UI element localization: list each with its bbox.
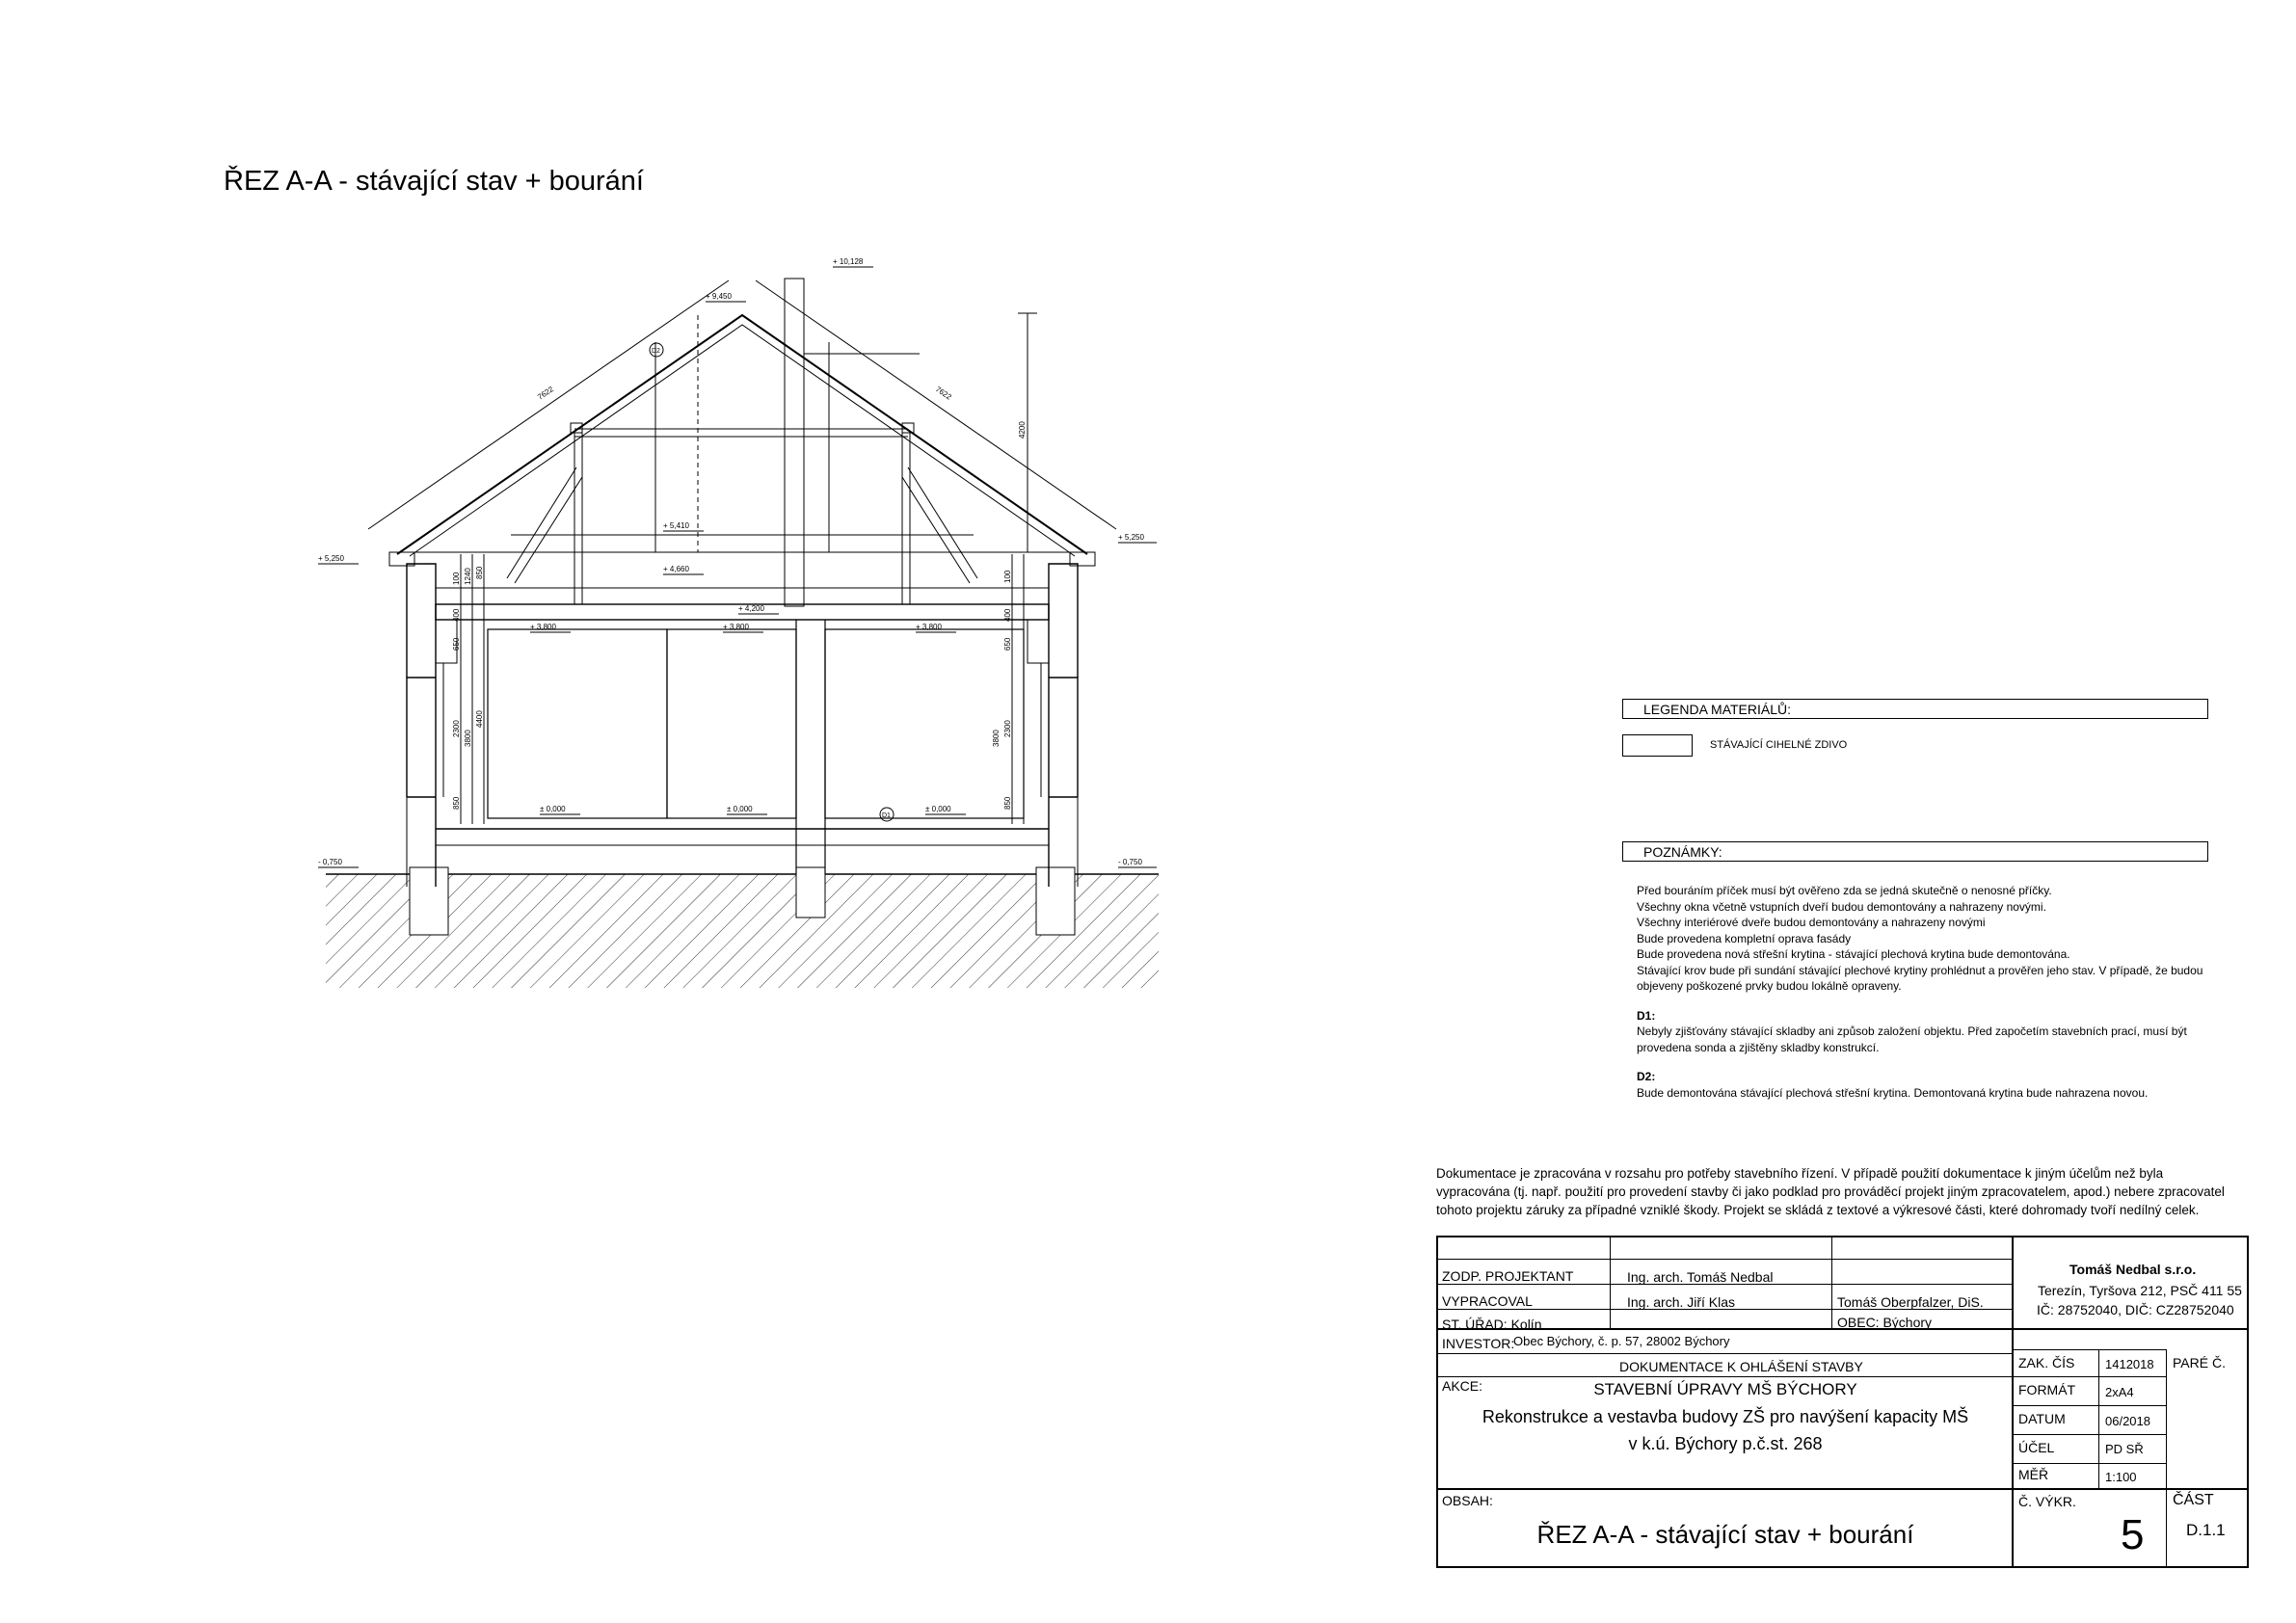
dim-label: 100 [452, 572, 461, 585]
company-ids: IČ: 28752040, DIČ: CZ28752040 [2037, 1302, 2234, 1317]
drawing-title: ŘEZ A-A - stávající stav + bourání [224, 166, 644, 197]
note-d2-label: D2: [1637, 1070, 1656, 1083]
dim-label: 650 [1003, 637, 1012, 651]
note-line: Před bouráním příček musí být ověřeno zda se jedná skutečně o nenosné příčky. [1637, 884, 2052, 897]
zak-label: ZAK. ČÍS [2018, 1355, 2075, 1370]
format-value: 2xA4 [2105, 1385, 2134, 1399]
notes-block [1637, 883, 2234, 1101]
level-label: - 0,750 [1118, 858, 1142, 866]
vyprac-value2: Tomáš Oberpfalzer, DiS. [1837, 1294, 1984, 1310]
level-label: ± 0,000 [925, 805, 951, 813]
company-address: Terezín, Tyršova 212, PSČ 411 55 [2038, 1283, 2242, 1298]
mer-value: 1:100 [2105, 1470, 2137, 1484]
cvykr-value: 5 [2121, 1511, 2145, 1558]
akce-line1: STAVEBNÍ ÚPRAVY MŠ BÝCHORY [1593, 1380, 1857, 1398]
urad: ST. ÚŘAD: Kolín [1442, 1317, 1542, 1332]
tag-label: D1 [882, 812, 891, 819]
title-block [1436, 1236, 2249, 1568]
level-label: + 3,800 [530, 623, 556, 631]
level-label: ± 0,000 [540, 805, 566, 813]
cast-value: D.1.1 [2186, 1521, 2226, 1539]
doc-type: DOKUMENTACE K OHLÁŠENÍ STAVBY [1619, 1359, 1863, 1374]
note-d1-label: D1: [1637, 1008, 1656, 1023]
vyprac-label: VYPRACOVAL [1442, 1293, 1533, 1309]
level-label: + 5,410 [663, 521, 689, 530]
disclaimer: Dokumentace je zpracována v rozsahu pro potřeby stavebního řízení. V případě použití dokumentace k jiným účelům než byla vypracována (tj. např. použití pro provedení stavby či jako podklad pro prováděcí projekt jiným zpracovatelem, apod.) nebere zpracovatel tohoto projektu záruky za případné vzniklé škody. Projekt se skládá z textové a výkresové části, které dohromady tvoří nedílný celek. [1436, 1166, 2225, 1217]
note-line: Stávající krov bude při sundání stávající plechové krytiny prohlédnut a prověřen jeho stav. V případě, že budou objeveny poškozené prvky budou lokálně opraveny. [1637, 963, 2203, 993]
legend-swatch [1622, 734, 1693, 757]
pare-label: PARÉ Č. [2173, 1355, 2226, 1370]
zodp-value: Ing. arch. Tomáš Nedbal [1627, 1269, 1774, 1285]
level-label: + 9,450 [706, 292, 732, 301]
akce-label: AKCE: [1442, 1378, 1483, 1394]
notes-title: POZNÁMKY: [1622, 841, 2208, 862]
level-label: + 4,200 [738, 604, 764, 613]
dim-label: 850 [1003, 796, 1012, 810]
zodp-label: ZODP. PROJEKTANT [1442, 1268, 1574, 1284]
level-label: + 3,800 [723, 623, 749, 631]
dim-label: 3800 [992, 730, 1001, 747]
note-d2-text: Bude demontována stávající plechová střešní krytina. Demontovaná krytina bude nahrazena novou. [1637, 1085, 2149, 1100]
level-label: + 3,800 [916, 623, 942, 631]
dim-label: 3800 [464, 730, 472, 747]
datum-value: 06/2018 [2105, 1414, 2150, 1428]
dim-label: 850 [452, 796, 461, 810]
level-label: - 0,750 [318, 858, 342, 866]
note-line: Bude provedena nová střešní krytina - stávající plechová krytina bude demontována. [1637, 947, 2070, 961]
dim-label: 4400 [475, 710, 484, 728]
datum-label: DATUM [2018, 1411, 2066, 1426]
dim-label: 100 [1003, 570, 1012, 583]
note-line: Bude provedena kompletní oprava fasády [1637, 931, 1852, 945]
legend-title: LEGENDA MATERIÁLŮ: [1622, 699, 2208, 719]
obec: OBEC: Býchory [1837, 1315, 1933, 1330]
investor-value: Obec Býchory, č. p. 57, 28002 Býchory [1513, 1334, 1730, 1348]
note-line: Všechny okna včetně vstupních dveří budou demontovány a nahrazeny novými. [1637, 899, 2046, 914]
vyprac-value1: Ing. arch. Jiří Klas [1627, 1294, 1736, 1310]
dim-label: 4200 [1018, 421, 1027, 439]
obsah-label: OBSAH: [1442, 1493, 1493, 1508]
zak-value: 1412018 [2105, 1357, 2154, 1371]
cvykr-label: Č. VÝKR. [2018, 1494, 2076, 1509]
section-drawing [318, 246, 1166, 998]
format-label: FORMÁT [2018, 1382, 2076, 1397]
akce-line2: Rekonstrukce a vestavba budovy ZŠ pro navýšení kapacity MŠ [1482, 1407, 1969, 1426]
akce-line3: v k.ú. Býchory p.č.st. 268 [1628, 1434, 1823, 1453]
note-d1-text: Nebyly zjišťovány stávající skladby ani způsob založení objektu. Před započetím stavebních prací, musí být provedena sonda a zjištěny skladby konstrukcí. [1637, 1024, 2187, 1054]
dim-label: 2300 [452, 720, 461, 737]
dim-label: 7622 [536, 385, 555, 402]
dim-label: 400 [1003, 608, 1012, 622]
ucel-value: PD SŘ [2105, 1442, 2144, 1456]
level-label: + 5,250 [1118, 533, 1144, 542]
level-label: ± 0,000 [727, 805, 753, 813]
level-label: + 5,250 [318, 554, 344, 563]
level-label: + 10,128 [833, 257, 864, 266]
dim-label: 1240 [464, 568, 472, 585]
investor-label: INVESTOR: [1442, 1336, 1515, 1351]
legend-item-label: STÁVAJÍCÍ CIHELNÉ ZDIVO [1710, 739, 1848, 751]
company-name: Tomáš Nedbal s.r.o. [2069, 1262, 2197, 1277]
mer-label: MĚŘ [2018, 1467, 2049, 1482]
note-line: Všechny interiérové dveře budou demontovány a nahrazeny novými [1637, 916, 1986, 929]
dim-label: 400 [452, 608, 461, 622]
ucel-label: ÚČEL [2018, 1440, 2055, 1455]
obsah-value: ŘEZ A-A - stávající stav + bourání [1536, 1520, 1914, 1549]
dim-label: 850 [475, 566, 484, 579]
level-label: + 4,660 [663, 565, 689, 573]
dim-label: 2300 [1003, 720, 1012, 737]
dim-label: 7622 [933, 385, 953, 402]
tag-label: D2 [652, 348, 660, 355]
cast-label: ČÁST [2173, 1492, 2214, 1508]
dim-label: 650 [452, 637, 461, 651]
